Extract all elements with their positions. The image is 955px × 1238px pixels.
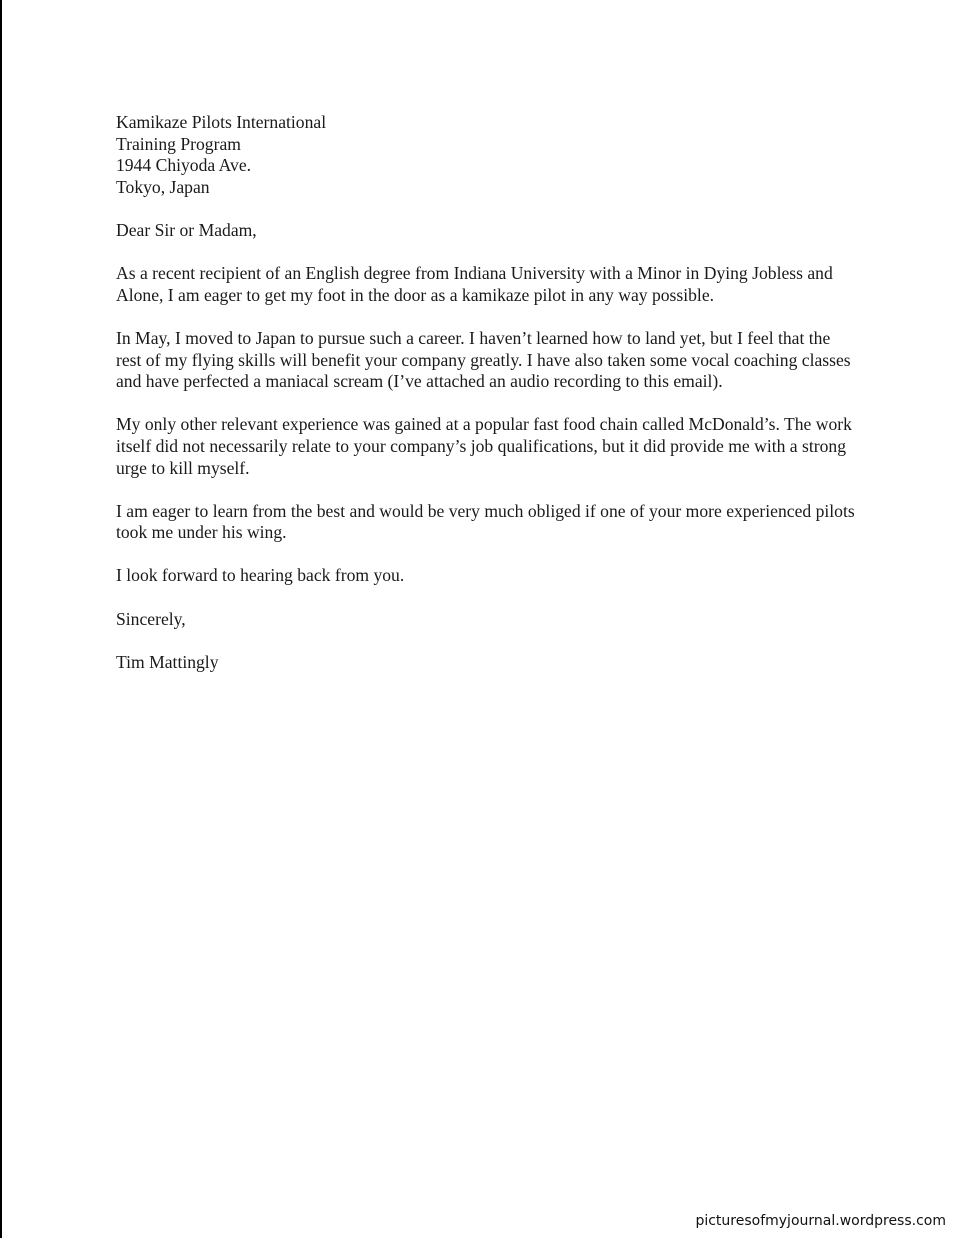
paragraph-intro: As a recent recipient of an English degree from Indiana University with a Minor in Dying Jobless and Alone, I am eager to get my foot in the door as a kamikaze pilot in any way possible.	[116, 263, 833, 305]
watermark-text: picturesofmyjournal.wordpress.com	[695, 1213, 946, 1229]
paragraph-career: In May, I moved to Japan to pursue such a career. I haven’t learned how to land yet, but I feel that the rest of my flying skills will benefit your company greatly. I have also taken some vocal coaching classes and have perfected a maniacal scream (I’ve attached an audio recording to this email).	[116, 327, 851, 392]
letter-body	[116, 112, 856, 695]
paragraph-forward: I look forward to hearing back from you.	[116, 565, 405, 586]
paragraph-eager: I am eager to learn from the best and would be very much obliged if one of your more experienced pilots took me under his wing.	[116, 500, 855, 543]
salutation: Dear Sir or Madam,	[116, 219, 257, 240]
paragraph-experience: My only other relevant experience was gained at a popular fast food chain called McDonald’s. The work itself did not necessarily relate to your company’s job qualifications, but it did provide me with a strong urge to kill myself.	[116, 414, 852, 478]
address-line: 1944 Chiyoda Ave.	[116, 155, 252, 176]
closing: Sincerely,	[116, 608, 186, 629]
recipient-address	[116, 112, 856, 198]
address-line: Kamikaze Pilots International	[116, 112, 327, 132]
address-line: Training Program	[116, 133, 241, 154]
address-line: Tokyo, Japan	[116, 176, 210, 197]
signature: Tim Mattingly	[116, 651, 219, 672]
